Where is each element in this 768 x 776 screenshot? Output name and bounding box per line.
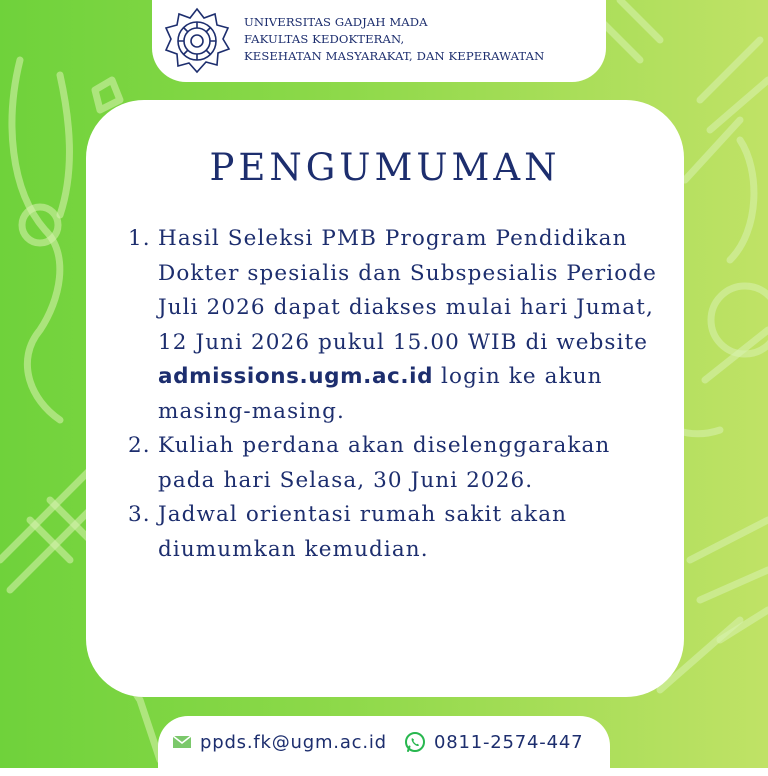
university-name: UNIVERSITAS GADJAH MADA: [244, 15, 428, 29]
admissions-website-link[interactable]: admissions.ugm.ac.id: [158, 364, 434, 389]
announcement-card: [86, 100, 684, 697]
email-contact[interactable]: [172, 730, 387, 754]
phone-number: 0811-2574-447: [434, 731, 584, 753]
item-text-before-link: Hasil Seleksi PMB Program Pendidikan Dokter spesialis dan Subspesialis Periode Juli 2026 dapat diakses mulai hari Jumat, 12 Juni 2026 pukul 15.00 WIB di website: [158, 226, 657, 355]
item-number: 3.: [128, 502, 151, 527]
email-address: ppds.fk@ugm.ac.id: [200, 731, 387, 753]
announcement-item-1: [128, 222, 668, 429]
faculty-name-line2: KESEHATAN MASYARAKAT, DAN KEPERAWATAN: [244, 49, 545, 63]
faculty-name-line1: FAKULTAS KEDOKTERAN,: [244, 32, 405, 46]
phone-contact[interactable]: [404, 730, 583, 754]
item-text: Jadwal orientasi rumah sakit akan diumumkan kemudian.: [158, 502, 568, 562]
announcement-item-2: [128, 429, 668, 498]
item-text: Kuliah perdana akan diselenggarakan pada hari Selasa, 30 Juni 2026.: [158, 433, 611, 493]
item-text-after-link: login ke akun masing-masing.: [158, 364, 603, 424]
item-number: 1.: [128, 226, 151, 251]
announcement-title: PENGUMUMAN: [209, 146, 561, 189]
announcement-item-3: [128, 498, 668, 567]
header-banner: [152, 0, 606, 82]
ugm-logo-icon: [162, 6, 232, 76]
envelope-icon: [172, 734, 192, 750]
header-institution-text: [244, 14, 544, 65]
whatsapp-icon: [404, 731, 426, 753]
item-number: 2.: [128, 433, 151, 458]
contact-footer: [158, 716, 610, 776]
announcement-list: [128, 222, 668, 567]
